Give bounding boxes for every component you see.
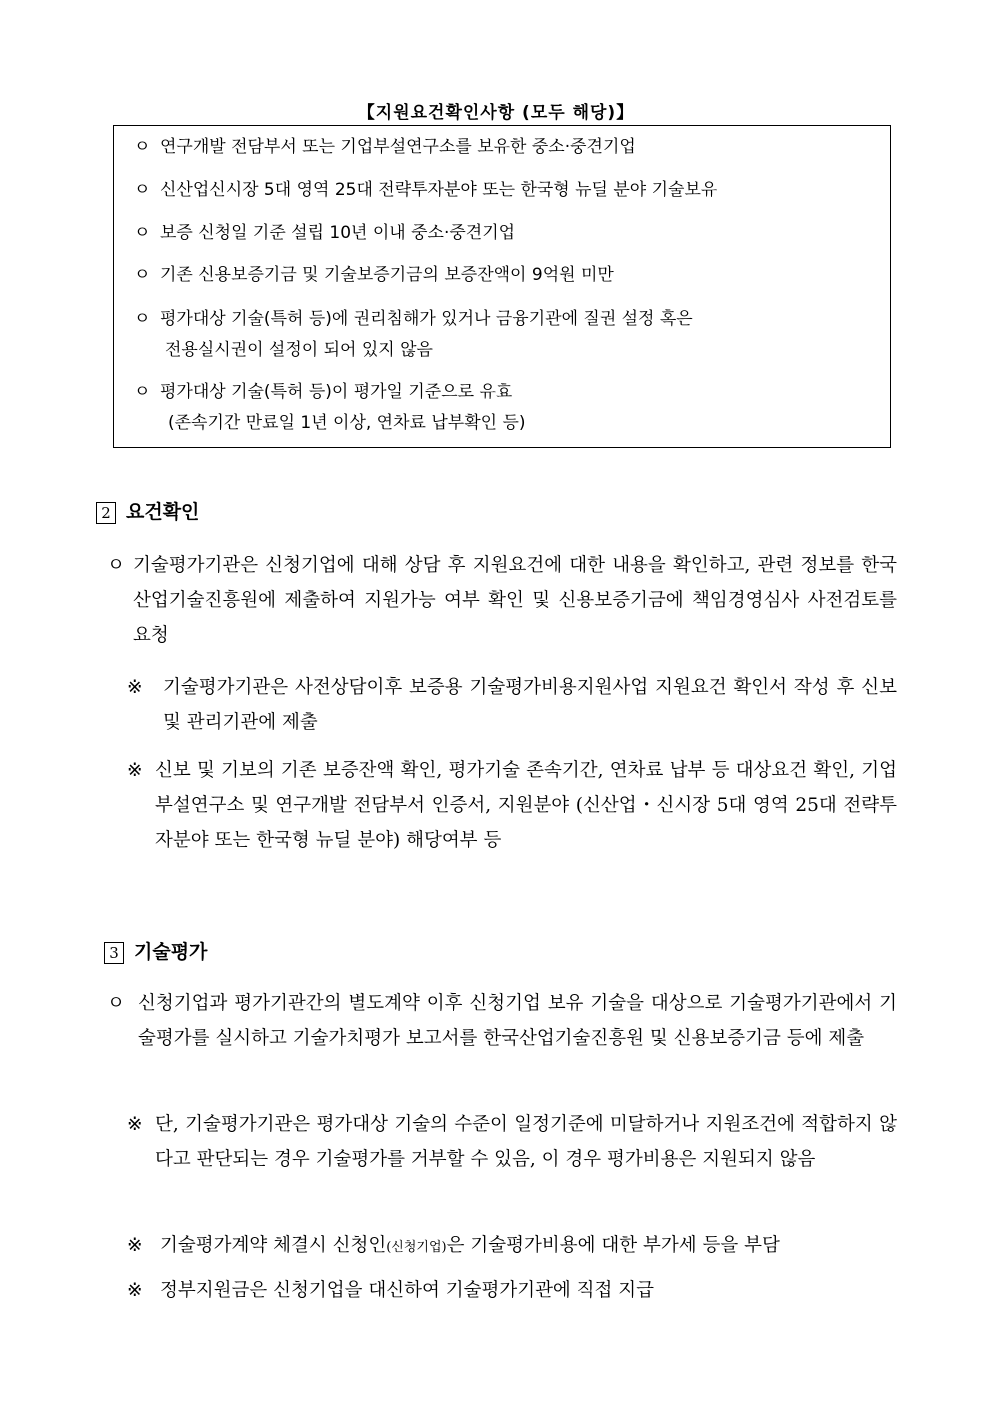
note-paragraph: ※ 단, 기술평가기관은 평가대상 기술의 수준이 일정기준에 미달하거나 지원조건에 적합하지 않다고 판단되는 경우 기술평가를 거부할 수 있음, 이 경우 평가비용은 지원되지 않음 [127,1107,897,1177]
note-mark-icon: ※ [127,760,143,781]
requirement-item: ㅇ 기존 신용보증기금 및 기술보증기금의 보증잔액이 9억원 미만 [134,260,614,291]
bullet-icon: ㅇ [107,555,125,576]
section-heading [96,497,199,524]
requirement-item: ㅇ 신산업신시장 5대 영역 25대 전략투자분야 또는 한국형 뉴딜 분야 기술보유 [134,175,717,206]
requirement-item: ㅇ 평가대상 기술(특허 등)에 권리침해가 있거나 금융기관에 질권 설정 혹은 전용실시권이 설정이 되어 있지 않음 [134,304,693,366]
bullet-icon: ㅇ [134,180,151,200]
bullet-icon: ㅇ [134,223,151,243]
note-paragraph: ※ 신보 및 기보의 기존 보증잔액 확인, 평가기술 존속기간, 연차료 납부 등 대상요건 확인, 기업부설연구소 및 연구개발 전담부서 인증서, 지원분야 (신산업・신시장 5대 영역 25대 전략투자분야 또는 한국형 뉴딜 분야) 해당여부 등 [127,753,897,858]
requirement-item: ㅇ 연구개발 전담부서 또는 기업부설연구소를 보유한 중소·중견기업 [134,132,636,163]
section-number: 2 [96,502,116,524]
bullet-icon: ㅇ [107,993,125,1014]
note-paragraph: ※ 기술평가기관은 사전상담이후 보증용 기술평가비용지원사업 지원요건 확인서 작성 후 신보 및 관리기관에 제출 [127,670,897,740]
section-paragraph: ㅇ 기술평가기관은 신청기업에 대해 상담 후 지원요건에 대한 내용을 확인하고, 관련 정보를 한국산업기술진흥원에 제출하여 지원가능 여부 확인 및 신용보증기금에 책임경영심사 사전검토를 요청 [107,548,897,653]
note-paragraph: ※ 기술평가계약 체결시 신청인(신청기업)은 기술평가비용에 대한 부가세 등을 부담 [127,1228,897,1265]
requirements-box [113,125,891,448]
requirement-item: ㅇ 보증 신청일 기준 설립 10년 이내 중소·중견기업 [134,218,515,249]
section-heading [104,937,207,964]
bullet-icon: ㅇ [134,382,151,402]
bullet-icon: ㅇ [134,137,151,157]
note-mark-icon: ※ [127,1280,143,1301]
section-number: 3 [104,942,124,964]
section-title: 기술평가 [134,941,208,963]
bullet-icon: ㅇ [134,309,151,329]
note-paragraph: ※ 정부지원금은 신청기업을 대신하여 기술평가기관에 직접 지급 [127,1273,897,1308]
note-mark-icon: ※ [127,1235,143,1256]
requirement-item: ㅇ 평가대상 기술(특허 등)이 평가일 기준으로 유효 (존속기간 만료일 1년 이상, 연차료 납부확인 등) [134,377,526,439]
section-title: 요건확인 [126,501,200,523]
bullet-icon: ㅇ [134,265,151,285]
note-mark-icon: ※ [127,677,143,698]
section-paragraph: ㅇ 신청기업과 평가기관간의 별도계약 이후 신청기업 보유 기술을 대상으로 기술평가기관에서 기술평가를 실시하고 기술가치평가 보고서를 한국산업기술진흥원 및 신용보증기금 등에 제출 [107,986,897,1056]
note-mark-icon: ※ [127,1114,143,1135]
requirements-title: 【지원요건확인사항 (모두 해당)】 [357,103,635,123]
